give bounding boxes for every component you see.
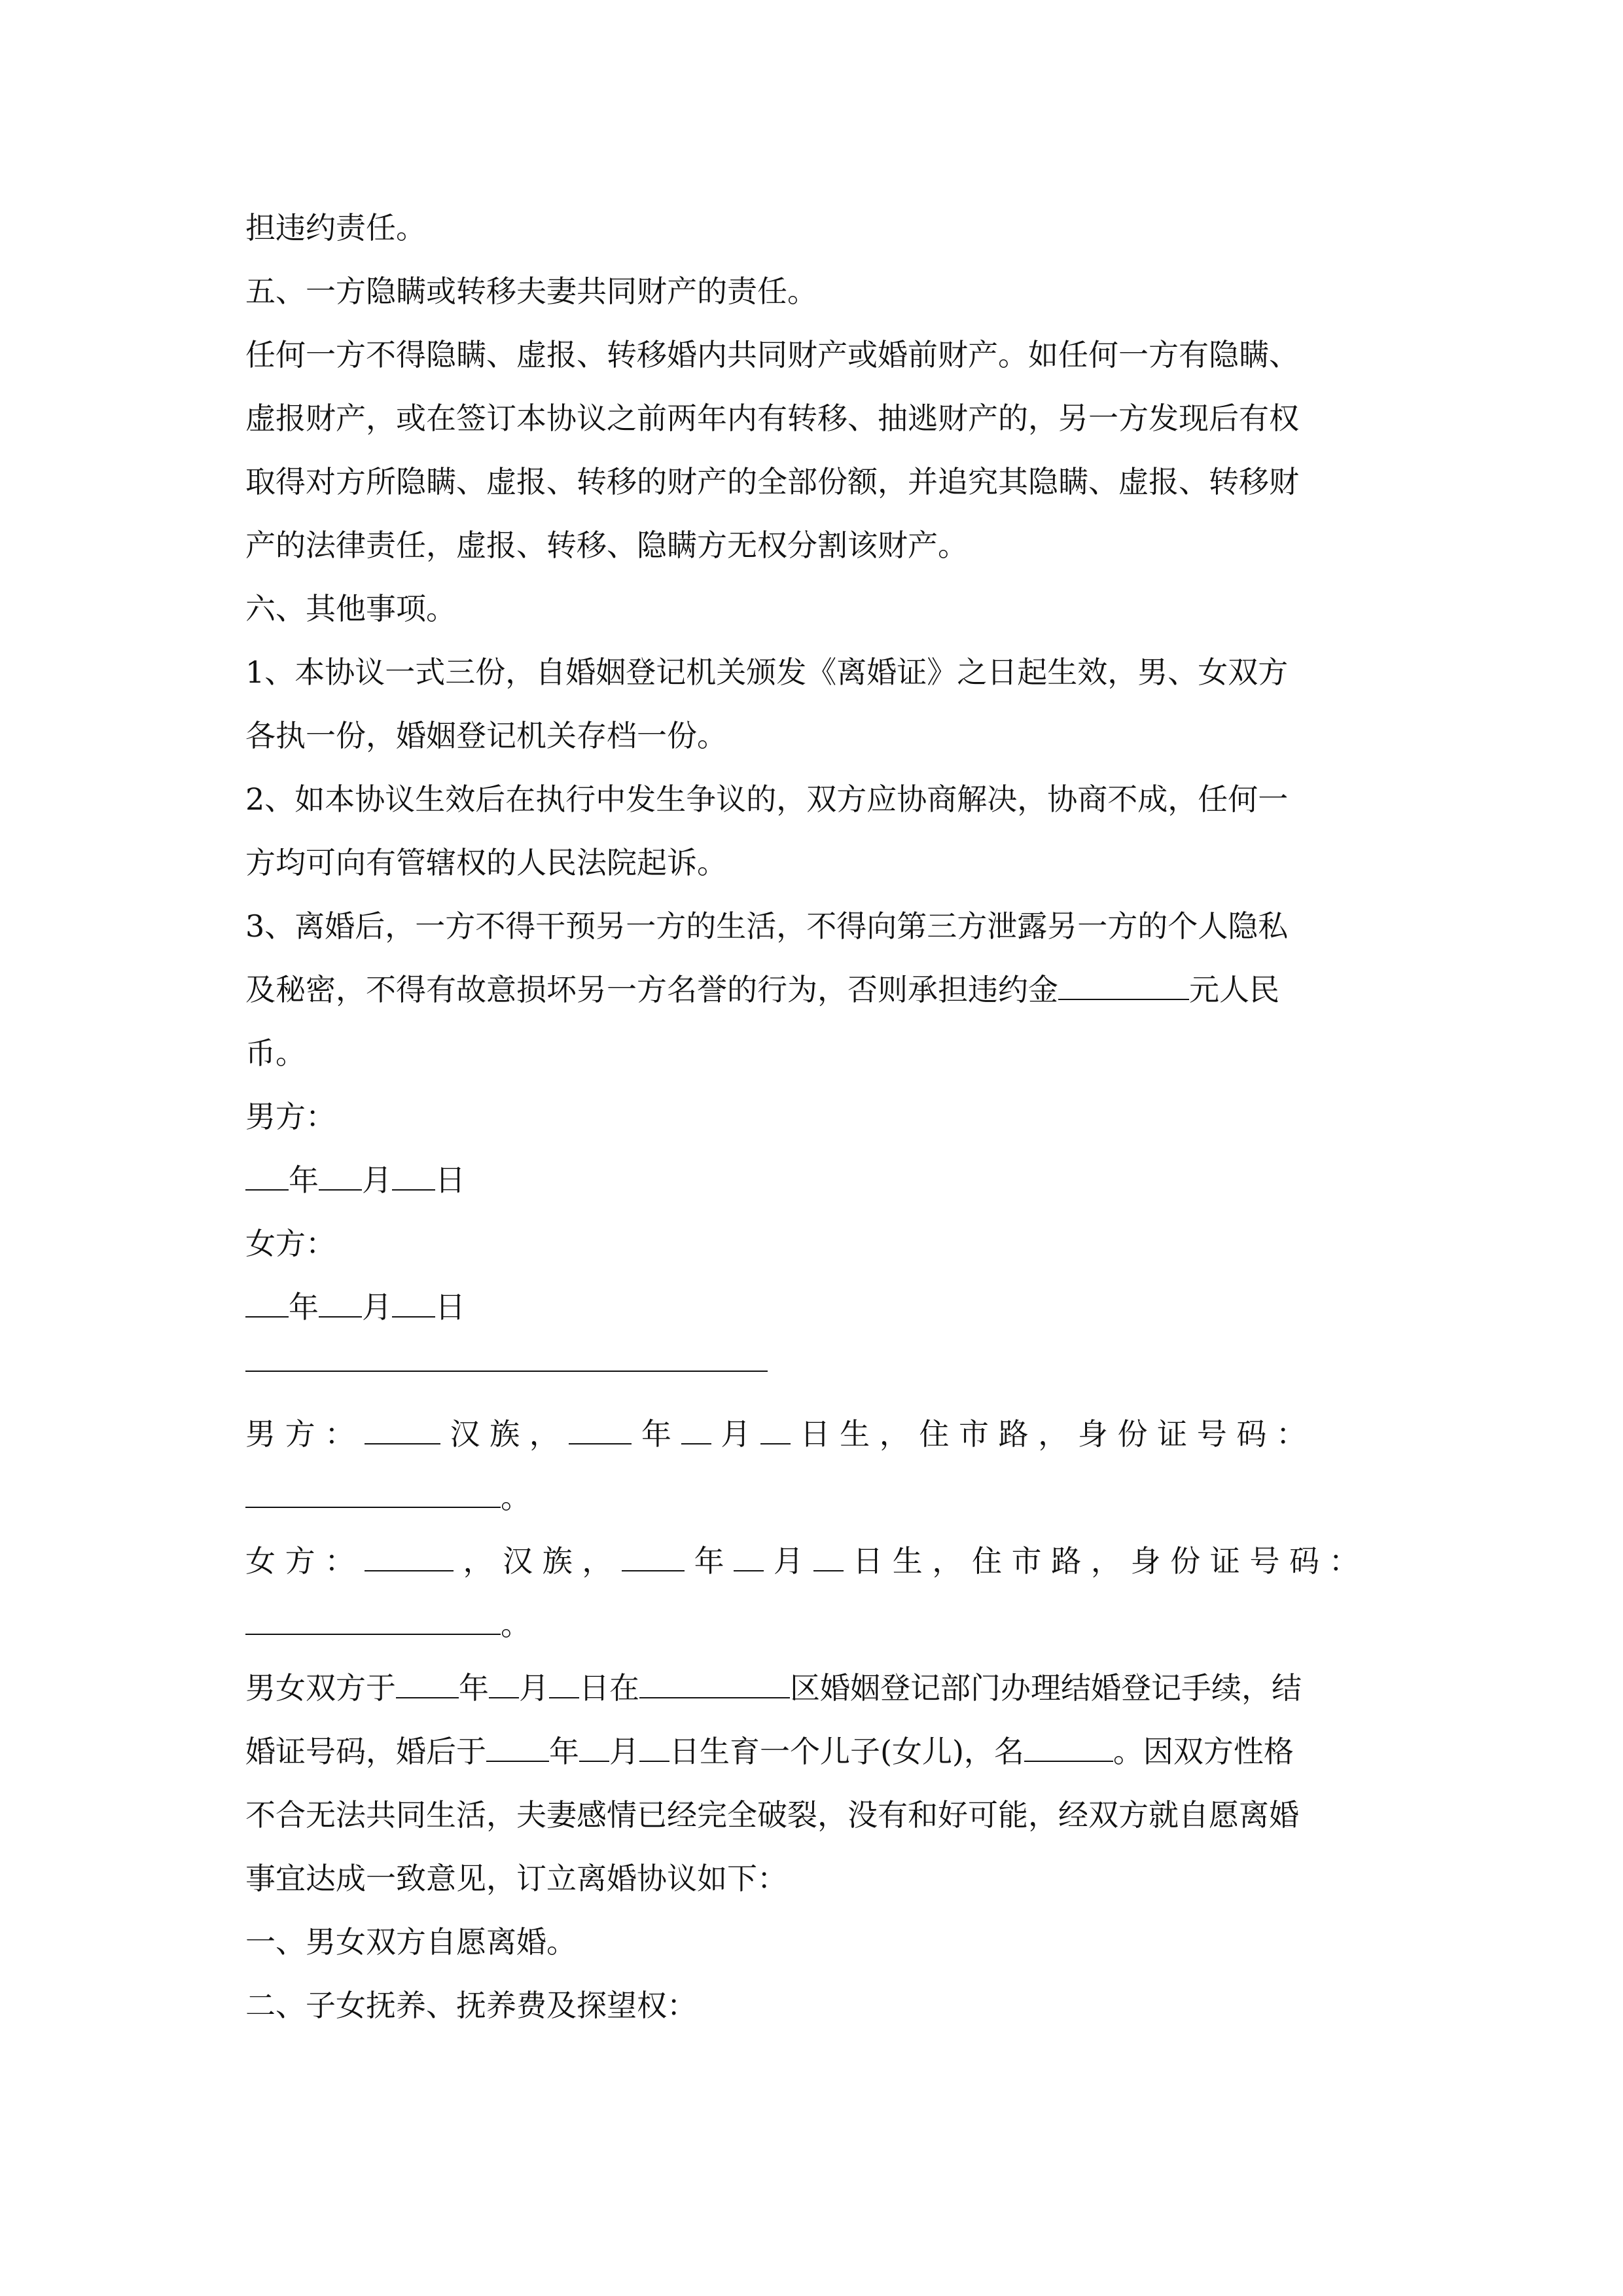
month-label: 月 — [773, 1543, 804, 1579]
male-signature-date — [245, 1149, 1378, 1212]
male-id-number-blank — [245, 1473, 501, 1508]
paragraph-line: 方均可向有管辖权的人民法院起诉。 — [245, 845, 727, 880]
paragraph-line: 2、如本协议生效后在执行中发生争议的，双方应协商解决，协商不成，任何一 — [245, 781, 1289, 817]
text: 日在 — [579, 1670, 639, 1706]
day-label: 日 — [435, 1162, 465, 1198]
female-id-number-line — [245, 1593, 1378, 1657]
paragraph-line: 3、离婚后，一方不得干预另一方的生活，不得向第三方泄露另一方的个人隐私 — [245, 908, 1289, 944]
month-blank — [319, 1155, 362, 1191]
female-signature-date — [245, 1276, 1378, 1339]
child-birth-month-blank — [579, 1727, 609, 1762]
male-label: 男 方 ： — [245, 1416, 355, 1452]
paragraph-line: 取得对方所隐瞒、虚报、转移的财产的全部份额，并追究其隐瞒、虚报、转移财 — [245, 464, 1299, 499]
paragraph-line: 不合无法共同生活，夫妻感情已经完全破裂，没有和好可能，经双方就自愿离婚 — [245, 1797, 1299, 1833]
month-label: 月 — [362, 1162, 392, 1198]
paragraph-line: 币。 — [245, 1035, 306, 1071]
section-heading-5: 五、一方隐瞒或转移夫妻共同财产的责任。 — [245, 274, 817, 309]
penalty-unit: 元人民 — [1189, 972, 1279, 1007]
clause-2: 二、子女抚养、抚养费及探望权： — [245, 1988, 697, 2023]
section-heading-6: 六、其他事项。 — [245, 591, 456, 626]
ethnicity-text: 汉 族 ， — [450, 1416, 560, 1452]
male-signature-label: 男方： — [245, 1099, 336, 1134]
text: 日生育一个儿子(女儿)，名 — [669, 1734, 1024, 1769]
year-label: 年 — [289, 1162, 319, 1198]
district-blank — [639, 1663, 790, 1698]
female-signature-label: 女方： — [245, 1226, 336, 1261]
birth-day-blank — [813, 1536, 844, 1571]
male-party-info — [245, 1403, 1378, 1466]
female-party-info — [245, 1530, 1378, 1593]
child-birth-line — [245, 1720, 1378, 1784]
female-label: 女 方 ： — [245, 1543, 355, 1579]
ethnicity-text: ， 汉 族 ， — [463, 1543, 613, 1579]
section-divider — [245, 1339, 1378, 1403]
birth-address-id-text: 日 生 ， 住 市 路 ， 身 份 证 号 码 ： — [800, 1416, 1306, 1452]
birth-address-id-text: 日 生 ， 住 市 路 ， 身 份 证 号 码 ： — [853, 1543, 1359, 1579]
marriage-month-blank — [489, 1663, 519, 1698]
male-name-blank — [365, 1409, 440, 1444]
marriage-registration-line — [245, 1657, 1378, 1720]
clause-1: 一、男女双方自愿离婚。 — [245, 1924, 577, 1960]
penalty-text: 及秘密，不得有故意损坏另一方名誉的行为，否则承担违约金 — [245, 972, 1058, 1007]
paragraph-line: 产的法律责任，虚报、转移、隐瞒方无权分割该财产。 — [245, 528, 968, 563]
period: 。 — [501, 1480, 531, 1515]
month-label: 月 — [721, 1416, 751, 1452]
marriage-year-blank — [396, 1663, 459, 1698]
female-name-blank — [365, 1536, 454, 1571]
day-blank — [392, 1155, 435, 1191]
birth-month-blank — [734, 1536, 764, 1571]
period: 。 — [501, 1607, 531, 1642]
day-label: 日 — [435, 1289, 465, 1325]
day-blank — [392, 1282, 435, 1318]
year-blank — [245, 1282, 289, 1318]
year-label: 年 — [694, 1543, 724, 1579]
year-label: 年 — [459, 1670, 489, 1706]
birth-month-blank — [681, 1409, 711, 1444]
month-blank — [319, 1282, 362, 1318]
birth-year-blank — [569, 1409, 632, 1444]
year-label: 年 — [549, 1734, 579, 1769]
text: 婚证号码，婚后于 — [245, 1734, 486, 1769]
marriage-day-blank — [549, 1663, 579, 1698]
month-label: 月 — [362, 1289, 392, 1325]
paragraph-line: 1、本协议一式三份，自婚姻登记机关颁发《离婚证》之日起生效，男、女双方 — [245, 655, 1289, 690]
paragraph-line: 担违约责任。 — [245, 210, 426, 245]
text: 男女双方于 — [245, 1670, 396, 1706]
child-name-blank — [1024, 1727, 1113, 1762]
child-birth-day-blank — [639, 1727, 669, 1762]
paragraph-line: 任何一方不得隐瞒、虚报、转移婚内共同财产或婚前财产。如任何一方有隐瞒、 — [245, 337, 1299, 372]
paragraph-line: 事宜达成一致意见，订立离婚协议如下： — [245, 1861, 787, 1896]
year-blank — [245, 1155, 289, 1191]
birth-year-blank — [622, 1536, 685, 1571]
document-body — [245, 196, 1378, 2037]
month-label: 月 — [519, 1670, 549, 1706]
child-birth-year-blank — [486, 1727, 549, 1762]
text: 。因双方性格 — [1113, 1734, 1294, 1769]
penalty-amount-blank — [1058, 965, 1189, 1000]
year-label: 年 — [289, 1289, 319, 1325]
paragraph-line-penalty — [245, 958, 1378, 1022]
month-label: 月 — [609, 1734, 639, 1769]
male-id-number-line — [245, 1466, 1378, 1530]
birth-day-blank — [760, 1409, 791, 1444]
text: 区婚姻登记部门办理结婚登记手续，结 — [790, 1670, 1302, 1706]
female-id-number-blank — [245, 1600, 501, 1635]
paragraph-line: 各执一份，婚姻登记机关存档一份。 — [245, 718, 727, 753]
paragraph-line: 虚报财产，或在签订本协议之前两年内有转移、抽逃财产的，另一方发现后有权 — [245, 401, 1299, 436]
year-label: 年 — [641, 1416, 671, 1452]
